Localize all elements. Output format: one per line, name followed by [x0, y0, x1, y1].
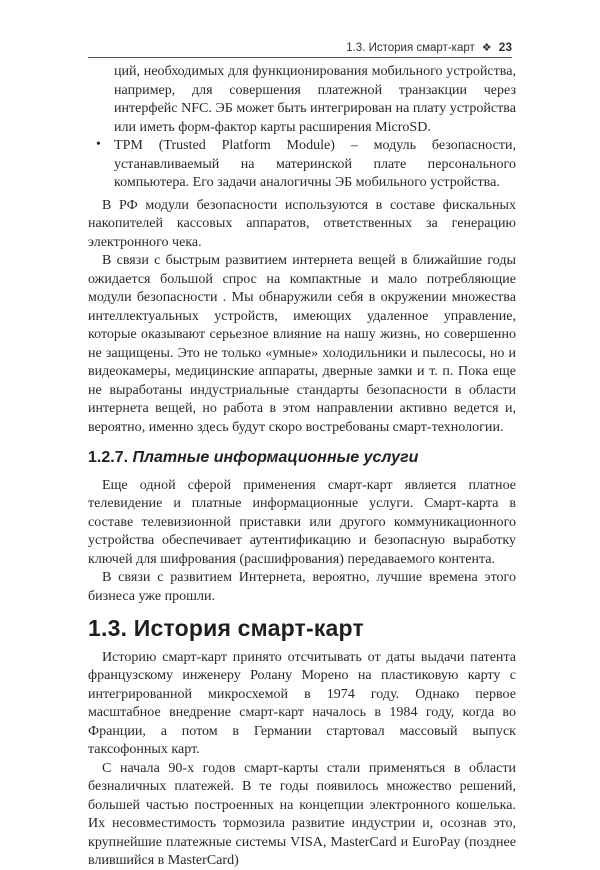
subsection-number: 1.2.7.	[88, 449, 129, 466]
subsection-heading	[88, 449, 516, 468]
paragraph: В связи с быстрым развитием интернета вещей в ближайшие годы ожидается большой спрос на компактные и мало потребляющие модули безопасности . Мы обнаружили себя в окружении множества интеллектуальных устройств, имеющих удаленное управление, которые оказывают серьезное влияние на нашу жизнь, но совершенно не защищены. Это не только «умные» холодильники и пылесосы, но и видеокамеры, медицинские аппараты, дверные замки и т. п. Пока еще не выработаны индустриальные стандарты безопасности в области интернета вещей, но работа в этом направлении активно ведется и, вероятно, именно здесь будут скоро востребованы смарт-технологии.	[88, 252, 516, 435]
page-number: 23	[498, 40, 512, 54]
diamond-ornament-icon: ❖	[481, 42, 492, 54]
paragraph: В связи с развитием Интернета, вероятно, лучшие времена этого бизнеса уже прошли.	[88, 569, 516, 604]
bullet-dot-icon: •	[96, 137, 101, 152]
running-header	[88, 34, 512, 58]
paragraph: В РФ модули безопасности используются в составе фискальных накопителей кассовых аппаратов, ответственных за генерацию электронного чека.	[88, 196, 516, 250]
subsection-title: Платные информационные услуги	[132, 449, 419, 466]
paragraph: Историю смарт-карт принято отсчитывать от даты выдачи патента французскому инженеру Ролану Морено на пластиковую карту с интегрированной микросхемой в 1974 году. Однако первое масштабное внедрение смарт-карт началось в 1984 году, когда во Франции, а потом в Германии стартовал массовый выпуск таксофонных карт.	[88, 648, 516, 757]
section-heading: 1.3. История смарт-карт	[88, 615, 364, 641]
bullet-item-tpm	[88, 136, 516, 192]
bullet-text: TPM (Trusted Platform Module) – модуль безопасности, устанавливаемый на материнской плате персонального компьютера. Его задачи аналогичны ЭБ мобильного устройства.	[114, 137, 516, 190]
paragraph: С начала 90-х годов смарт-карты стали применяться в области безналичных платежей. В те годы появилось множество решений, большей частью построенных на концепции электронного кошелька. Их несовместимость тормозила развитие индустрии и, осознав это, крупнейшие платежные системы VISA, MasterCard и EuroPay (позднее влившийся в MasterCard)	[88, 759, 516, 868]
bullet-continuation: ций, необходимых для функционирования мобильного устройства, например, для совершения платежной транзакции через интерфейс NFC. ЭБ может быть интегрирован на плату устройства или иметь форм-фактор карты расширения MicroSD.	[114, 63, 516, 135]
paragraph: Еще одной сферой применения смарт-карт является платное телевидение и платные информационные услуги. Смарт-карта в составе телевизионной приставки или другого коммуникационного устройства обеспечивает аутентификацию и безопасную выработку ключей для шифрования (расшифрования) передаваемого контента.	[88, 476, 516, 567]
header-section-title: 1.3. История смарт-карт	[346, 42, 475, 54]
page-body	[88, 62, 516, 870]
